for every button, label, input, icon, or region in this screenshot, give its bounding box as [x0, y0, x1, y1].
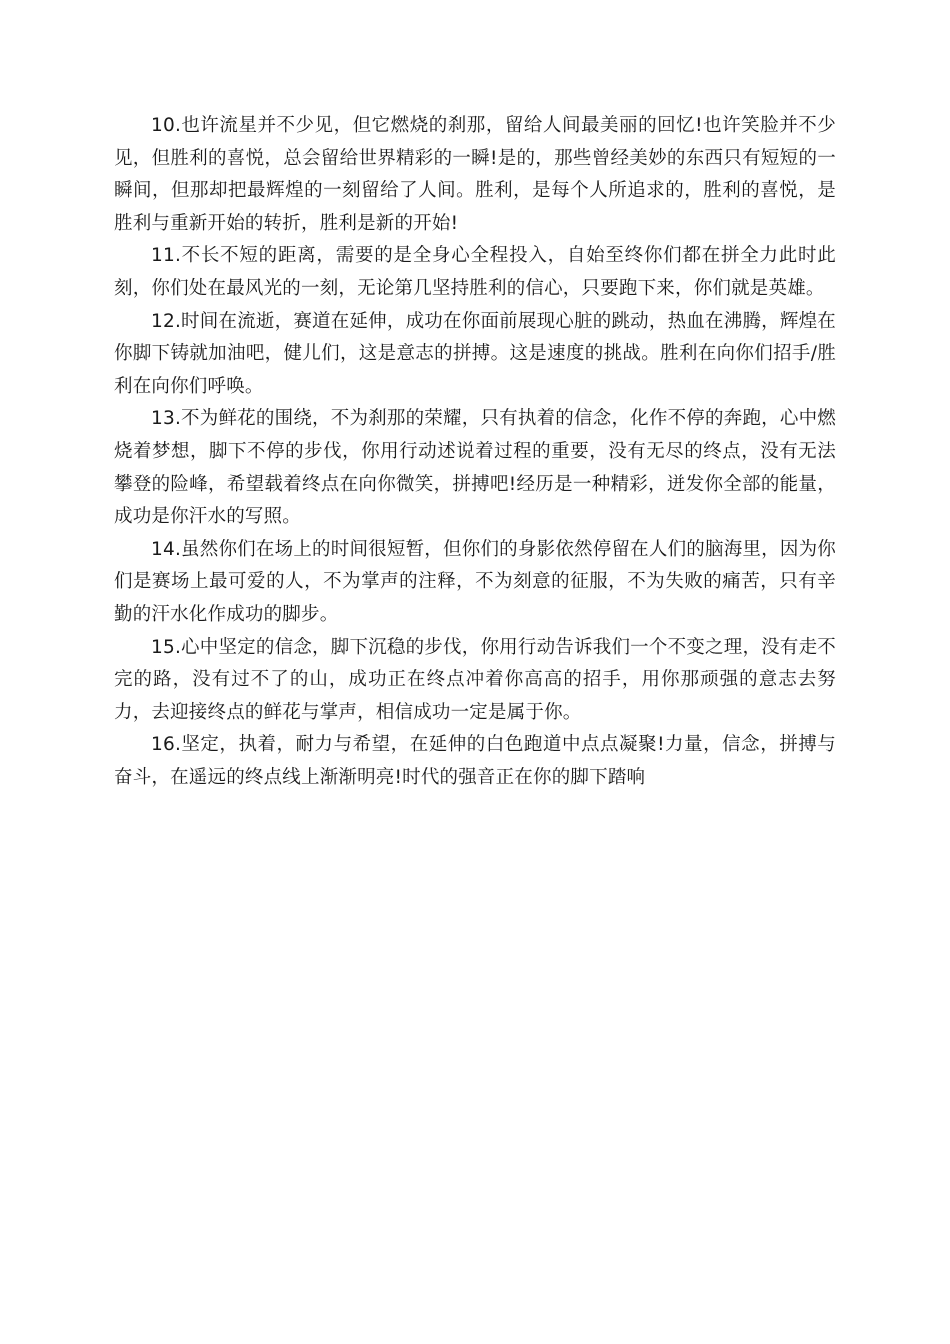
- paragraph-16: 16.坚定，执着，耐力与希望，在延伸的白色跑道中点点凝聚!力量，信念，拼搏与奋斗，在遥远的终点线上渐渐明亮!时代的强音正在你的脚下踏响: [114, 734, 836, 788]
- paragraph-13: 13.不为鲜花的围绕，不为刹那的荣耀，只有执着的信念，化作不停的奔跑，心中燃烧着梦想，脚下不停的步伐，你用行动述说着过程的重要，没有无尽的终点，没有无法攀登的险峰，希望载着终点在向你微笑，拼搏吧!经历是一种精彩，迸发你全部的能量，成功是你汗水的写照。: [114, 408, 836, 528]
- paragraph-15: 15.心中坚定的信念，脚下沉稳的步伐，你用行动告诉我们一个不变之理，没有走不完的路，没有过不了的山，成功正在终点冲着你高高的招手，用你那顽强的意志去努力，去迎接终点的鲜花与掌声，相信成功一定是属于你。: [114, 636, 836, 723]
- document-body: [114, 110, 836, 794]
- paragraph-12: 12.时间在流逝，赛道在延伸，成功在你面前展现心脏的跳动，热血在沸腾，辉煌在你脚下铸就加油吧，健儿们，这是意志的拼搏。这是速度的挑战。胜利在向你们招手/胜利在向你们呼唤。: [114, 310, 836, 397]
- paragraph-14: 14.虽然你们在场上的时间很短暂，但你们的身影依然停留在人们的脑海里，因为你们是赛场上最可爱的人，不为掌声的注释，不为刻意的征服，不为失败的痛苦，只有辛勤的汗水化作成功的脚步。: [114, 538, 836, 625]
- paragraph-11: 11.不长不短的距离，需要的是全身心全程投入，自始至终你们都在拼全力此时此刻，你们处在最风光的一刻，无论第几坚持胜利的信心，只要跑下来，你们就是英雄。: [114, 245, 836, 299]
- paragraph-10: 10.也许流星并不少见，但它燃烧的刹那，留给人间最美丽的回忆!也许笑脸并不少见，但胜利的喜悦，总会留给世界精彩的一瞬!是的，那些曾经美妙的东西只有短短的一瞬间，但那却把最辉煌的一刻留给了人间。胜利，是每个人所追求的，胜利的喜悦，是胜利与重新开始的转折，胜利是新的开始!: [114, 115, 836, 234]
